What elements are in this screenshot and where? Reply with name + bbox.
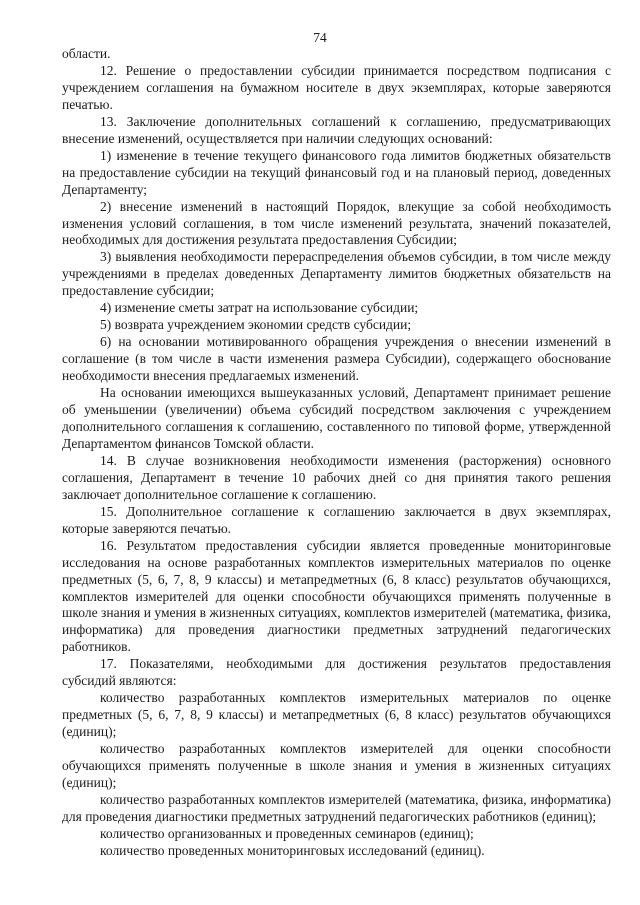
- paragraph-item-14: 14. В случае возникновения необходимости изменения (расторжения) основного соглашения, Департамент в течение 10 рабочих дней со дня принятия такого решения заключает дополнительное соглашение к соглашению.: [62, 452, 611, 502]
- list-item-6: 6) на основании мотивированного обращения учреждения о внесении изменений в соглашение (в том числе в части изменения размера Субсидии), содержащего обоснование необходимости внесения предлагаемых изменений.: [62, 334, 611, 384]
- paragraph-continuation: области.: [62, 46, 111, 61]
- paragraph-decision: На основании имеющихся вышеуказанных условий, Департамент принимает решение об уменьшении (увеличении) объема субсидий посредством заключения с учреждением дополнительного соглашения к соглашению, составленного по типовой форме, утвержденной Департаментом финансов Томской области.: [62, 385, 611, 451]
- indicator-item: количество организованных и проведенных семинаров (единиц);: [100, 825, 474, 841]
- indicator-item: количество разработанных комплектов измерителей для оценки способности обучающихся применять полученные в школе знания и умения в жизненных ситуациях (единиц);: [62, 741, 611, 790]
- list-item-2: 2) внесение изменений в настоящий Порядок, влекущие за собой необходимость изменения условий соглашения, в том числе изменений результата, значений показателей, необходимых для достижения результата предоставления Субсидии;: [62, 198, 611, 248]
- paragraph-item-15: 15. Дополнительное соглашение к соглашению заключается в двух экземплярах, которые заверяются печатью.: [62, 503, 611, 536]
- indicator-item: количество разработанных комплектов измерительных материалов по оценке предметных (5, 6, 7, 8, 9 классы) и метапредметных (6, 8 класс) результатов обучающихся (единиц);: [62, 690, 611, 740]
- list-item-5: 5) возврата учреждением экономии средств субсидии;: [100, 317, 412, 333]
- paragraph-item-16: 16. Результатом предоставления субсидии является проведенные мониторинговые исследования на основе разработанных комплектов измерительных материалов по оценке предметных (5, 6, 7, 8, 9 классы) и метапредметных (6, 8 класс) результатов обучающихся, комплектов измерителей для оценки способности обучающихся применять полученные в школе знания и умения в жизненных ситуациях, комплектов измерителей (математика, физика, информатика) для проведения диагностики предметных затруднений педагогических работников.: [62, 537, 611, 655]
- document-body: [62, 46, 611, 860]
- indicator-item: количество разработанных комплектов измерителей (математика, физика, информатика) для проведения диагностики предметных затруднений педагогических работников (единиц);: [62, 791, 611, 824]
- paragraph-item-17: 17. Показателями, необходимыми для достижения результатов предоставления субсидий являются:: [62, 656, 611, 689]
- page-number: 74: [313, 30, 327, 45]
- list-item-4: 4) изменение сметы затрат на использование субсидии;: [100, 300, 419, 316]
- list-item-3: 3) выявления необходимости перераспределения объемов субсидии, в том числе между учреждениями в пределах доведенных Департаменту лимитов бюджетных обязательств на предоставление субсидии;: [62, 249, 611, 299]
- paragraph-item-13: 13. Заключение дополнительных соглашений к соглашению, предусматривающих внесение изменений, осуществляется при наличии следующих оснований:: [62, 113, 611, 146]
- paragraph-item-12: 12. Решение о предоставлении субсидии принимается посредством подписания с учреждением соглашения на бумажном носителе в двух экземплярах, которые заверяются печатью.: [62, 62, 611, 112]
- list-item-1: 1) изменение в течение текущего финансового года лимитов бюджетных обязательств на предоставление субсидии на текущий финансовый год и на плановый период, доведенных Департаменту;: [62, 147, 611, 197]
- indicator-item: количество проведенных мониторинговых исследований (единиц).: [100, 842, 485, 858]
